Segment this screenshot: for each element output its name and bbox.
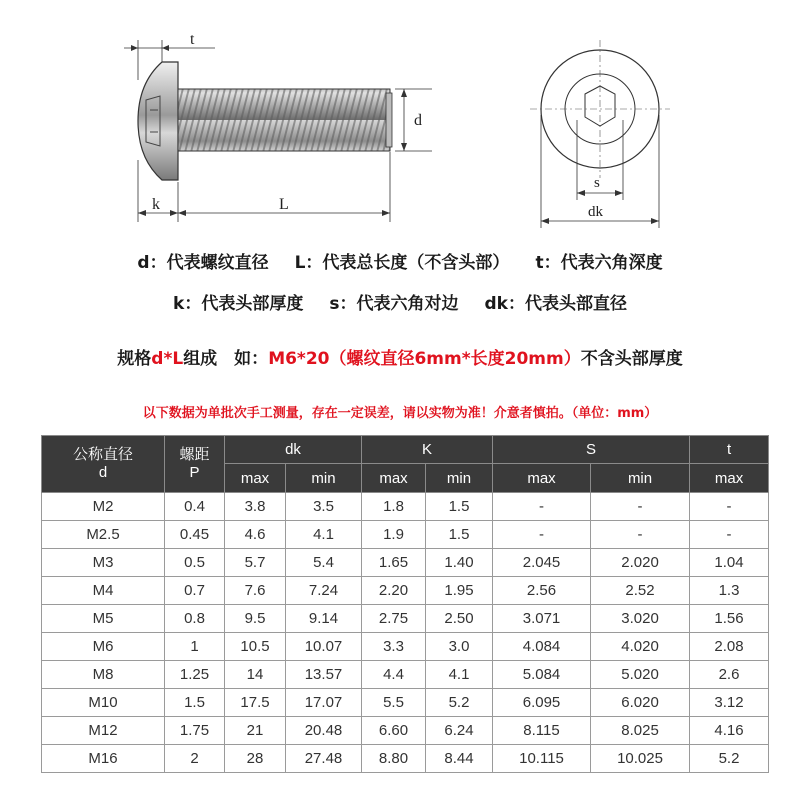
label-d: d <box>414 112 422 129</box>
table-row <box>42 577 769 605</box>
table-cell: 9.5 <box>225 605 286 633</box>
legend-line-2 <box>0 289 800 314</box>
header-pitch: 螺距 P <box>165 436 225 493</box>
table-cell: 0.4 <box>165 493 225 521</box>
table-cell: 0.8 <box>165 605 225 633</box>
table-cell: M3 <box>42 549 165 577</box>
table-cell: 28 <box>225 745 286 773</box>
table-cell: 4.16 <box>690 717 769 745</box>
table-cell: 4.1 <box>286 521 362 549</box>
table-cell: 14 <box>225 661 286 689</box>
table-cell: 2.6 <box>690 661 769 689</box>
table-cell: 3.071 <box>493 605 591 633</box>
table-cell: 1.5 <box>426 521 493 549</box>
table-cell: 3.12 <box>690 689 769 717</box>
table-cell: 0.5 <box>165 549 225 577</box>
spec-table <box>41 435 769 773</box>
table-cell: 3.5 <box>286 493 362 521</box>
table-cell: 1.04 <box>690 549 769 577</box>
table-cell: 4.4 <box>362 661 426 689</box>
table-cell: M12 <box>42 717 165 745</box>
table-cell: 8.80 <box>362 745 426 773</box>
table-cell: M2 <box>42 493 165 521</box>
table-cell: 8.025 <box>591 717 690 745</box>
table-cell: M8 <box>42 661 165 689</box>
table-cell: 17.07 <box>286 689 362 717</box>
header-t-max: max <box>690 464 769 493</box>
table-cell: 2.020 <box>591 549 690 577</box>
table-cell: M4 <box>42 577 165 605</box>
spec-prefix: 规格 <box>117 349 152 369</box>
table-cell: 1.8 <box>362 493 426 521</box>
table-cell: - <box>493 521 591 549</box>
table-row <box>42 549 769 577</box>
table-cell: 2.75 <box>362 605 426 633</box>
table-cell: 7.6 <box>225 577 286 605</box>
table-cell: 3.0 <box>426 633 493 661</box>
table-cell: 5.2 <box>426 689 493 717</box>
spec-example: M6*20（螺纹直径6mm*长度20mm） <box>268 349 581 369</box>
header-nominal-diameter: 公称直径 d <box>42 436 165 493</box>
table-cell: 1.3 <box>690 577 769 605</box>
header-dk-min: min <box>286 464 362 493</box>
table-cell: 1.95 <box>426 577 493 605</box>
bolt-dimension-drawing <box>0 0 800 240</box>
table-cell: 2.08 <box>690 633 769 661</box>
table-cell: 27.48 <box>286 745 362 773</box>
table-row <box>42 717 769 745</box>
table-cell: - <box>690 493 769 521</box>
table-cell: 9.14 <box>286 605 362 633</box>
table-cell: 4.6 <box>225 521 286 549</box>
table-cell: 5.084 <box>493 661 591 689</box>
table-cell: 6.60 <box>362 717 426 745</box>
table-cell: M10 <box>42 689 165 717</box>
table-cell: 21 <box>225 717 286 745</box>
header-s-min: min <box>591 464 690 493</box>
table-cell: 2.50 <box>426 605 493 633</box>
table-cell: - <box>690 521 769 549</box>
table-cell: 5.4 <box>286 549 362 577</box>
table-cell: 1.5 <box>426 493 493 521</box>
table-cell: 3.8 <box>225 493 286 521</box>
table-cell: 4.020 <box>591 633 690 661</box>
table-cell: 13.57 <box>286 661 362 689</box>
label-s: s <box>594 175 600 191</box>
table-cell: 10.5 <box>225 633 286 661</box>
table-cell: 5.5 <box>362 689 426 717</box>
label-k: k <box>152 196 160 213</box>
table-cell: 0.45 <box>165 521 225 549</box>
table-cell: 17.5 <box>225 689 286 717</box>
table-cell: 1.40 <box>426 549 493 577</box>
legend-s: s：代表六角对边 <box>329 294 459 314</box>
header-K: K <box>362 436 493 464</box>
spec-formula: d*L <box>151 349 184 369</box>
table-cell: 5.020 <box>591 661 690 689</box>
table-cell: 2 <box>165 745 225 773</box>
legend-dk: dk：代表头部直径 <box>484 294 627 314</box>
bolt-front-view <box>530 40 670 228</box>
header-dk: dk <box>225 436 362 464</box>
table-cell: - <box>591 493 690 521</box>
table-cell: 5.2 <box>690 745 769 773</box>
table-cell: 5.7 <box>225 549 286 577</box>
table-cell: 1.56 <box>690 605 769 633</box>
header-k-min: min <box>426 464 493 493</box>
table-cell: M6 <box>42 633 165 661</box>
table-cell: 1.9 <box>362 521 426 549</box>
table-row <box>42 521 769 549</box>
table-cell: 6.24 <box>426 717 493 745</box>
table-cell: 1.25 <box>165 661 225 689</box>
table-cell: - <box>493 493 591 521</box>
table-cell: 2.56 <box>493 577 591 605</box>
label-L: L <box>279 196 289 213</box>
spec-mid: 组成 如： <box>183 349 269 369</box>
table-row <box>42 745 769 773</box>
table-row <box>42 605 769 633</box>
spec-suffix: 不含头部厚度 <box>580 349 683 369</box>
table-cell: - <box>591 521 690 549</box>
table-cell: 1.65 <box>362 549 426 577</box>
table-cell: 1 <box>165 633 225 661</box>
bolt-head <box>138 62 178 180</box>
label-t: t <box>190 31 195 48</box>
bolt-side-view <box>124 31 432 222</box>
header-S: S <box>493 436 690 464</box>
table-cell: M2.5 <box>42 521 165 549</box>
header-k-max: max <box>362 464 426 493</box>
table-cell: 6.020 <box>591 689 690 717</box>
legend-d: d：代表螺纹直径 <box>137 253 269 273</box>
table-cell: 3.3 <box>362 633 426 661</box>
table-cell: 10.115 <box>493 745 591 773</box>
label-dk: dk <box>588 204 603 220</box>
legend-t: t：代表六角深度 <box>535 253 663 273</box>
table-cell: 2.52 <box>591 577 690 605</box>
table-row <box>42 689 769 717</box>
table-cell: 10.07 <box>286 633 362 661</box>
table-cell: 1.75 <box>165 717 225 745</box>
header-s-max: max <box>493 464 591 493</box>
spec-description <box>0 344 800 369</box>
table-cell: 7.24 <box>286 577 362 605</box>
table-row <box>42 633 769 661</box>
bolt-shank <box>178 89 390 151</box>
spec-table-body <box>42 493 769 773</box>
table-cell: 6.095 <box>493 689 591 717</box>
legend-L: L：代表总长度（不含头部） <box>294 253 510 273</box>
table-row <box>42 661 769 689</box>
table-cell: M16 <box>42 745 165 773</box>
legend-k: k：代表头部厚度 <box>173 294 304 314</box>
table-cell: 4.084 <box>493 633 591 661</box>
table-cell: 0.7 <box>165 577 225 605</box>
table-cell: 8.44 <box>426 745 493 773</box>
table-row <box>42 493 769 521</box>
table-cell: 8.115 <box>493 717 591 745</box>
table-cell: 2.045 <box>493 549 591 577</box>
table-cell: M5 <box>42 605 165 633</box>
header-dk-max: max <box>225 464 286 493</box>
table-cell: 20.48 <box>286 717 362 745</box>
header-t: t <box>690 436 769 464</box>
table-cell: 1.5 <box>165 689 225 717</box>
table-cell: 2.20 <box>362 577 426 605</box>
measurement-notice: 以下数据为单批次手工测量，存在一定误差，请以实物为准！介意者慎拍。（单位：mm） <box>142 406 658 421</box>
table-cell: 10.025 <box>591 745 690 773</box>
table-cell: 3.020 <box>591 605 690 633</box>
legend-line-1 <box>0 248 800 273</box>
table-cell: 4.1 <box>426 661 493 689</box>
